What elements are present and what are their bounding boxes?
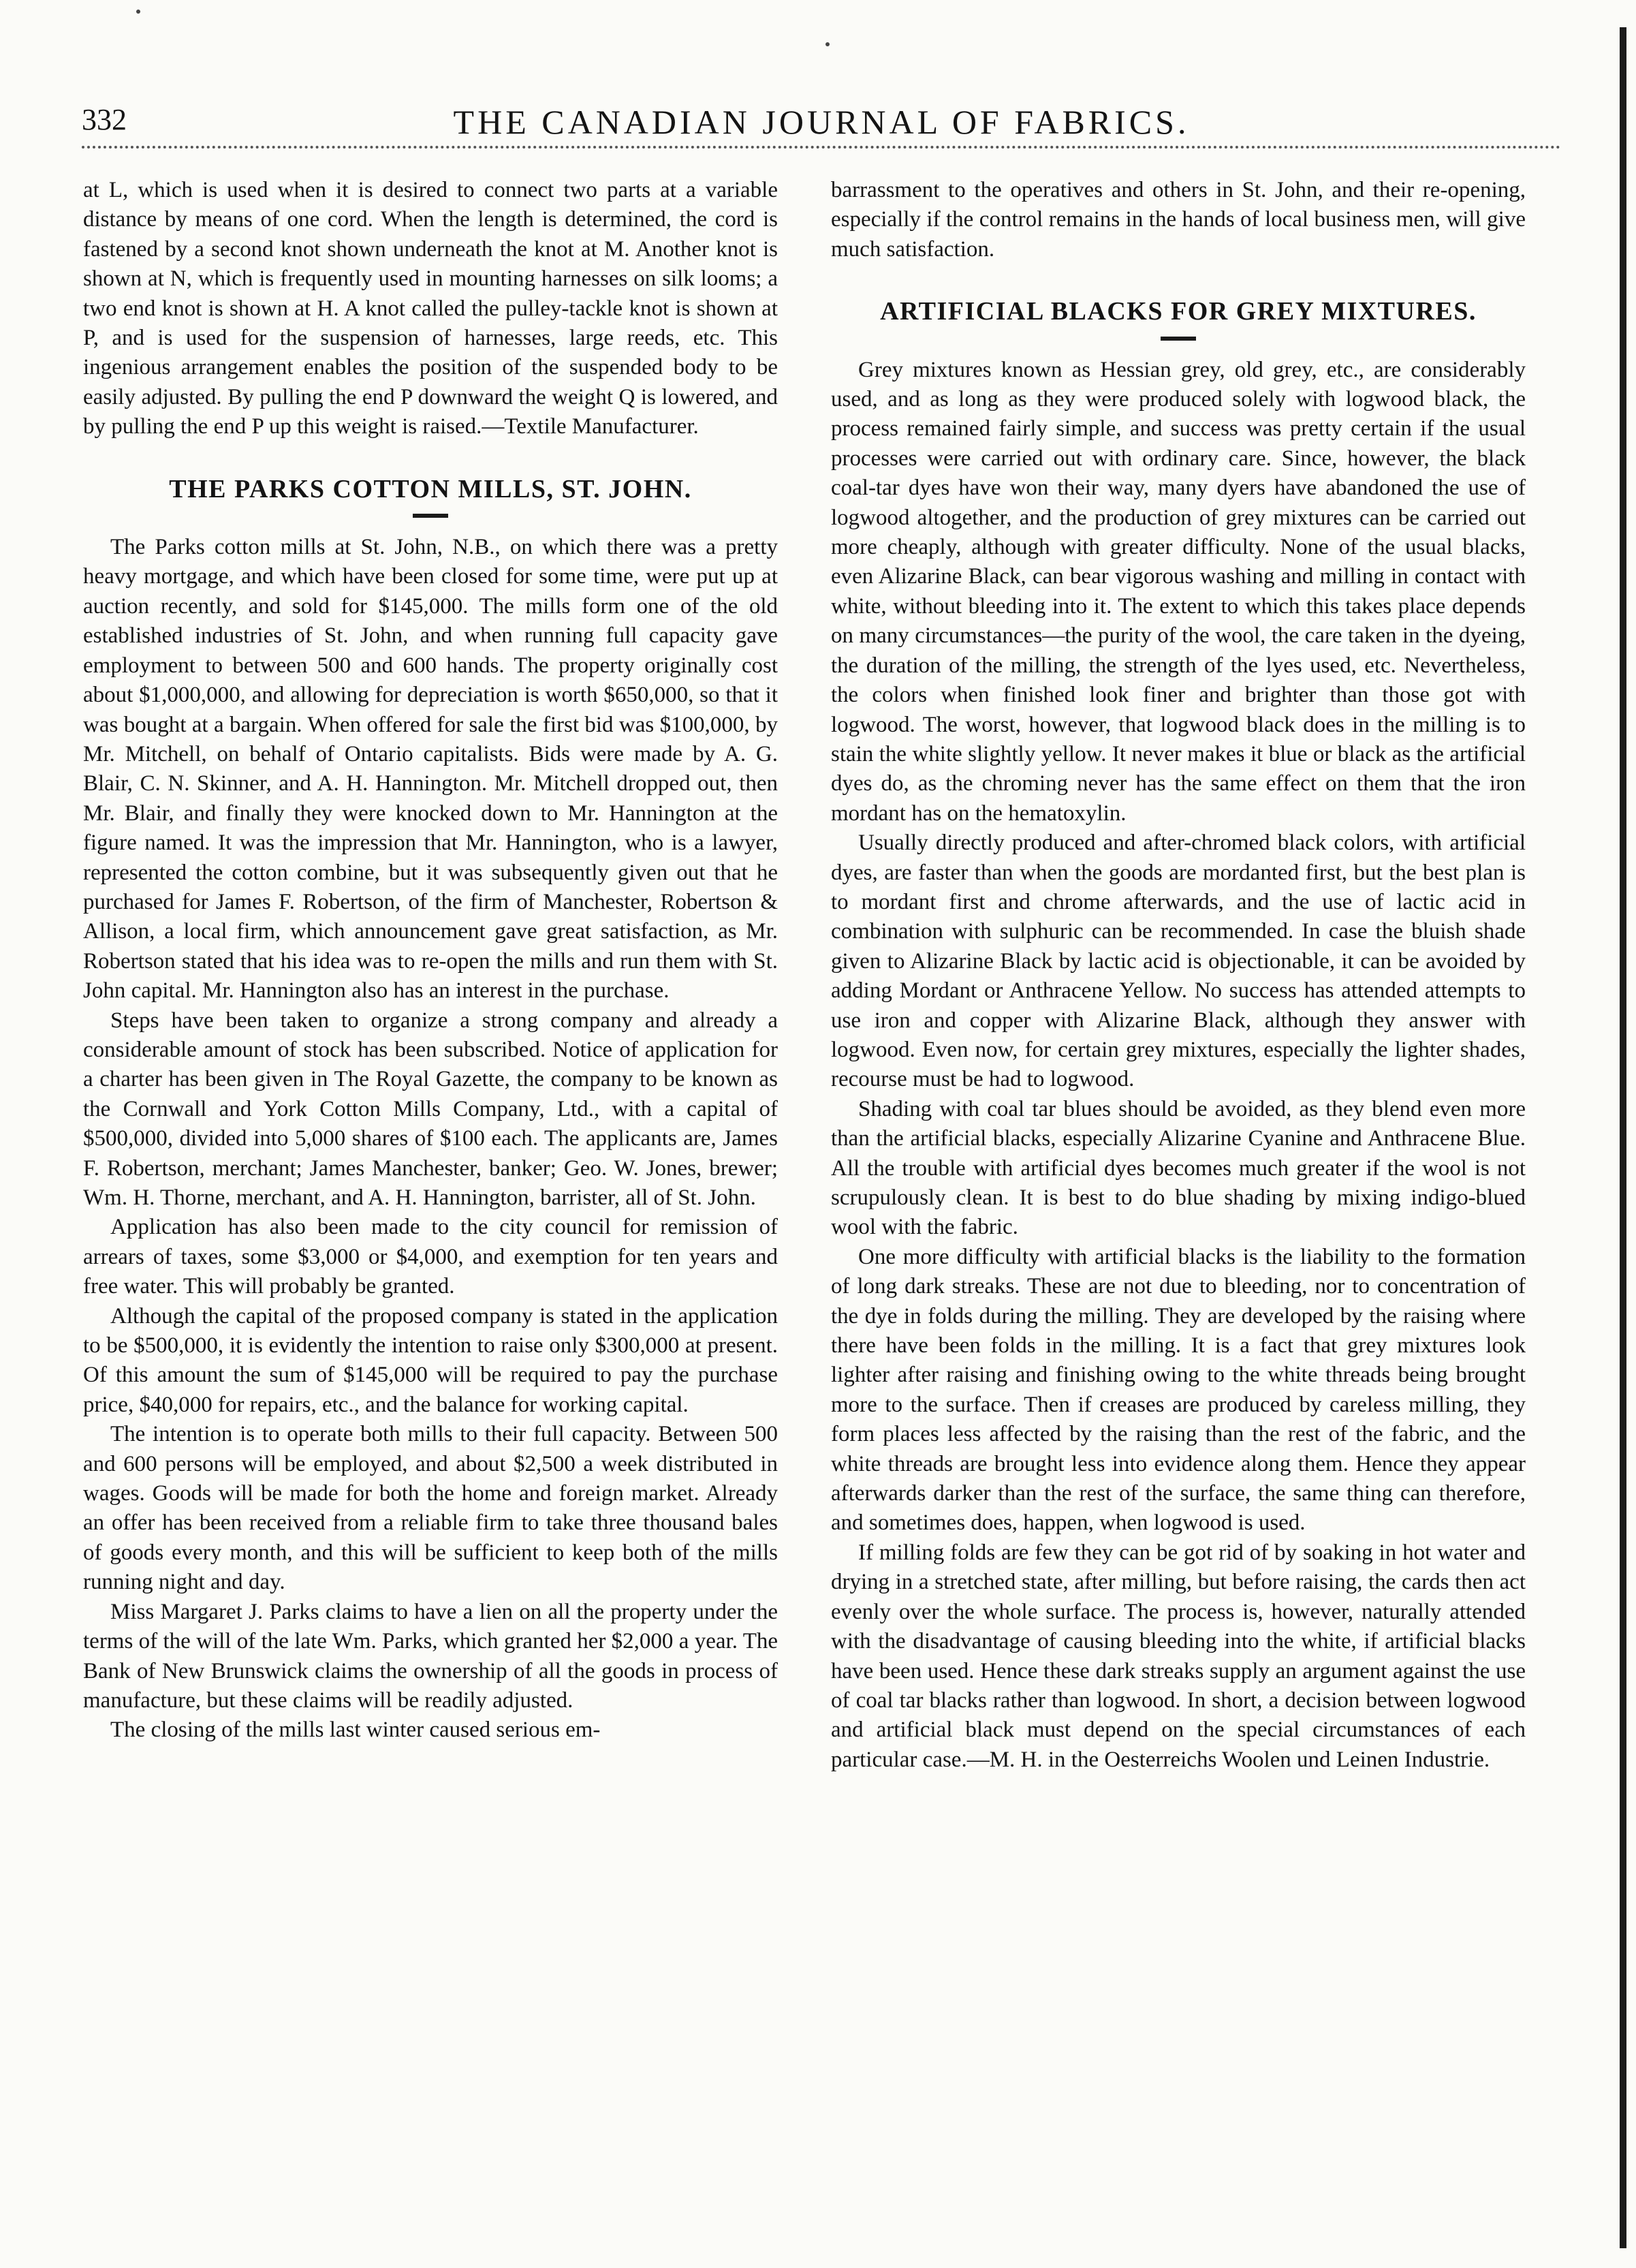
article-paragraph: The Parks cotton mills at St. John, N.B., on which there was a pretty heavy mortgage, and which have been closed for some time, were put up at auction recently, and sold for $145,000. The mills form one of the old established industries of St. John, and when running full capacity gave employment to between 500 and 600 hands. The property originally cost about $1,000,000, and allowing for depreciation is worth $650,000, so that it was bought at a bargain. When offered for sale the first bid was $100,000, by Mr. Mitchell, on behalf of Ontario capitalists. Bids were made by A. G. Blair, C. N. Skinner, and A. H. Hannington. Mr. Mitchell dropped out, then Mr. Blair, and finally they were knocked down to Mr. Hannington at the figure named. It was the impression that Mr. Hannington, who is a lawyer, represented the cotton combine, but it was subsequently given out that he purchased for James F. Robertson, of the firm of Manchester, Robertson & Allison, a local firm, which announcement gave great satisfaction, as Mr. Robertson stated that his idea was to re-open the mills and run them with St. John capital. Mr. Hannington also has an interest in the purchase.	[83, 535, 778, 1004]
article-paragraph: Although the capital of the proposed company is stated in the application to be $500,000, it is evidently the intention to raise only $300,000 at present. Of this amount the sum of $145,000 will be required to pay the purchase price, $40,000 for repairs, etc., and the balance for working capital.	[83, 1303, 778, 1417]
article-paragraph: Usually directly produced and after-chromed black colors, with artificial dyes, are faster than when the goods are mordanted first, but the best plan is to mordant first and chrome afterwards, and the use of lactic acid in combination with sulphuric can be recommended. In case the bluish shade given to Alizarine Black by lactic acid is objectionable, it can be avoided by adding Mordant or Anthracene Yellow. No success has attended attempts to use iron and copper with Alizarine Black, although they answer with logwood. Even now, for certain grey mixtures, especially the lighter shades, recourse must be had to logwood.	[831, 830, 1526, 1092]
article-paragraph: If milling folds are few they can be got rid of by soaking in hot water and drying in a stretched state, after milling, but before raising, the cards then act evenly over the whole surface. The process is, however, naturally attended with the disadvantage of causing bleeding into the white, if artificial blacks have been used. Hence these dark streaks supply an argument against the use of coal tar blacks rather than logwood. In short, a decision between logwood and artificial black must depend on the special circumstances of each particular case.—M. H. in the Oesterreichs Woolen und Leinen Industrie.	[831, 1540, 1526, 1772]
article-paragraph: Steps have been taken to organize a strong company and already a considerable amount of stock has been subscribed. Notice of application for a charter has been given in The Royal Gazette, the company to be known as the Cornwall and York Cotton Mills Company, Ltd., with a capital of $500,000, divided into 5,000 shares of $100 each. The applicants are, James F. Robertson, merchant; James Manchester, banker; Geo. W. Jones, brewer; Wm. H. Thorne, merchant, and A. H. Hannington, barrister, all of St. John.	[83, 1008, 778, 1210]
right-column	[831, 176, 1526, 1775]
article-paragraph: Miss Margaret J. Parks claims to have a lien on all the property under the terms of the will of the late Wm. Parks, which granted her $2,000 a year. The Bank of New Brunswick claims the ownership of all the goods in process of manufacture, but these claims will be readily adjusted.	[83, 1599, 778, 1713]
scan-speck	[136, 10, 140, 14]
article-paragraph: The closing of the mills last winter caused serious em-	[110, 1718, 601, 1743]
page-number: 332	[82, 103, 127, 136]
page-header	[82, 102, 1561, 143]
headline-rule	[413, 514, 448, 518]
left-column	[83, 176, 778, 1745]
headline-rule	[1161, 337, 1196, 341]
scan-speck	[825, 42, 830, 46]
article-headline-parks-mills: THE PARKS COTTON MILLS, ST. JOHN.	[169, 474, 692, 503]
article-paragraph: Application has also been made to the city council for remission of arrears of taxes, some $3,000 or $4,000, and exemption for ten years and free water. This will probably be granted.	[83, 1215, 778, 1299]
article-paragraph: Shading with coal tar blues should be avoided, as they blend even more than the artificial blacks, especially Alizarine Cyanine and Anthracene Blue. All the trouble with artificial dyes becomes much greater if the wool is not scrupulously clean. It is best to do blue shading by mixing indigo-blued wool with the fabric.	[831, 1096, 1526, 1240]
parks-article-continuation: barrassment to the operatives and others in St. John, and their re-opening, especially if the control remains in the hands of local business men, will give much satisfaction.	[831, 178, 1526, 262]
scan-margin-rule	[1620, 27, 1626, 2248]
article-paragraph: The intention is to operate both mills to their full capacity. Between 500 and 600 persons will be employed, and about $2,500 a week distributed in wages. Goods will be made for both the home and foreign market. Already an offer has been received from a reliable firm to take three thousand bales of goods every month, and this will be sufficient to keep both of the mills running night and day.	[83, 1422, 778, 1595]
journal-title: THE CANADIAN JOURNAL OF FABRICS.	[453, 103, 1190, 141]
article-paragraph: One more difficulty with artificial blacks is the liability to the formation of long dark streaks. These are not due to bleeding, nor to concentration of the dye in folds during the milling. They are developed by the raising where there have been folds in the milling. It is a fact that grey mixtures look lighter after raising and finishing owing to the white threads being brought more to the surface. Then if creases are produced by careless milling, they form places less affected by the raising than the rest of the fabric, and the white threads are brought less into evidence along them. Hence they appear afterwards darker than the rest of the surface, the same thing can therefore, and sometimes does, happen, when logwood is used.	[831, 1244, 1526, 1536]
article-paragraph: Grey mixtures known as Hessian grey, old grey, etc., are considerably used, and as long as they were produced solely with logwood black, the process remained fairly simple, and success was pretty certain if the usual processes were carried out with ordinary care. Since, however, the black coal-tar dyes have won their way, many dyers have abandoned the use of logwood altogether, and the production of grey mixtures can be carried out more cheaply, although with greater difficulty. None of the usual blacks, even Alizarine Black, can bear vigorous washing and milling in contact with white, without bleeding into it. The extent to which this takes place depends on many circumstances—the purity of the wool, the care taken in the dyeing, the duration of the milling, the strength of the lyes used, etc. Nevertheless, the colors when finished look finer and brighter than those got with logwood. The worst, however, that logwood black does in the milling is to stain the white slightly yellow. It never makes it blue or black as the artificial dyes do, as the chroming never has the same effect on them that the iron mordant has on the hematoxylin.	[831, 357, 1526, 826]
article-headline-artificial-blacks: ARTIFICIAL BLACKS FOR GREY MIXTURES.	[880, 297, 1477, 326]
header-rule	[82, 146, 1561, 149]
knots-article-continuation: at L, which is used when it is desired to connect two parts at a variable distance by means of one cord. When the length is determined, the cord is fastened by a second knot shown underneath the knot at M. Another knot is shown at N, which is frequently used in mounting harnesses on silk looms; a two end knot is shown at H. A knot called the pulley-tackle knot is shown at P, and is used for the suspension of harnesses, large reeds, etc. This ingenious arrangement enables the position of the suspended body to be easily adjusted. By pulling the end P downward the weight Q is lowered, and by pulling the end P up this weight is raised.—Textile Manufacturer.	[83, 178, 778, 439]
